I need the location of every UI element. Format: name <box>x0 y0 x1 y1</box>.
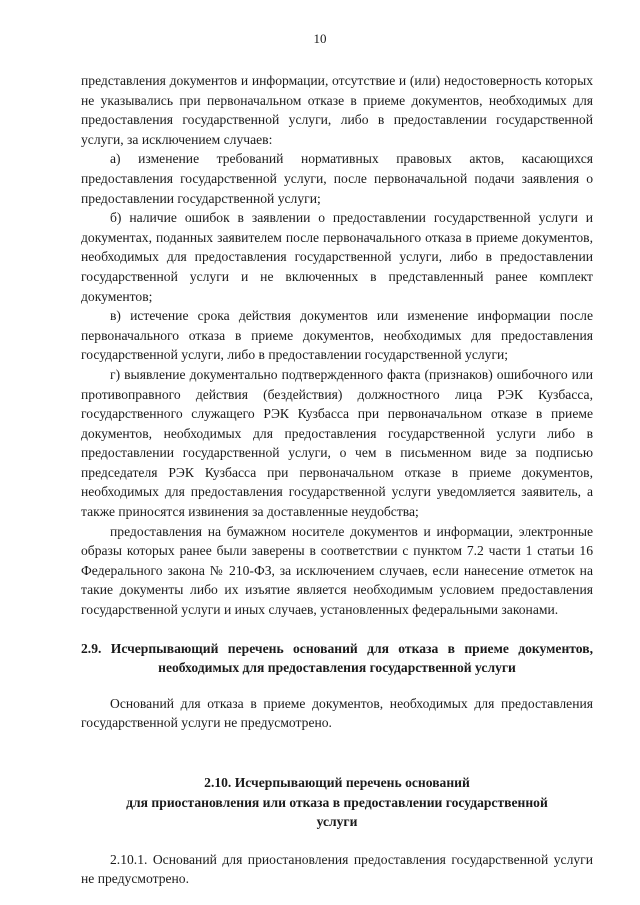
section-2-9-heading-line1: 2.9. Исчерпывающий перечень оснований для отказа в приеме документов, <box>81 640 593 656</box>
section-2-9-heading-line2: необходимых для предоставления государственной услуги <box>158 660 516 676</box>
section-2-10-heading-line2: для приостановления или отказа в предоставлении государственной <box>126 794 548 810</box>
section-2-10-heading-line3: услуги <box>316 814 358 830</box>
paragraph-item-v: в) истечение срока действия документов или изменение информации после первоначального отказа в приеме документов, необходимых для предоставления государственной услуги, либо в предоставлении государственной услуги; <box>81 308 593 363</box>
paragraph-item-a: а) изменение требований нормативных правовых актов, касающихся предоставления государственной услуги, после первоначальной подачи заявления о предоставлении государственной услуги; <box>81 151 593 206</box>
section-2-9-body: Оснований для отказа в приеме документов, необходимых для предоставления государственной услуги не предусмотрено. <box>81 695 593 731</box>
section-2-10-body: 2.10.1. Оснований для приостановления предоставления государственной услуги не предусмотрено. <box>81 851 593 887</box>
paragraph-item-g: г) выявление документально подтвержденного факта (признаков) ошибочного или противоправного действия (бездействия) должностного лица РЭК Кузбасса, государственного служащего РЭК Кузбасса при первоначальном отказе в приеме документов, необходимых для предоставления государственной услуги либо в предоставлении государственной услуги, о чем в письменном виде за подписью председателя РЭК Кузбасса при первоначальном отказе в приеме документов, необходимых для предоставления государственной услуги уведомляется заявитель, а также приносятся извинения за доставленные неудобства; <box>81 366 593 520</box>
paragraph-documents-info: представления документов и информации, отсутствие и (или) недостоверность которых не указывались при первоначальном отказе в приеме документов, необходимых для предоставления государственной услуги, либо в предоставлении государственной услуги, за исключением случаев: <box>81 73 593 147</box>
section-2-10-heading <box>81 773 593 832</box>
document-body <box>81 71 593 889</box>
section-2-10-heading-line1: 2.10. Исчерпывающий перечень оснований <box>204 775 470 790</box>
paragraph-paper-documents: предоставления на бумажном носителе документов и информации, электронные образы которых ранее были заверены в соответствии с пунктом 7.2 части 1 статьи 16 Федерального закона № 210-ФЗ, за исключением случаев, если нанесение отметок на такие документы либо их изъятие является необходимым условием предоставления государственной услуги и иных случаев, установленных федеральными законами. <box>81 523 593 618</box>
section-2-9-heading <box>81 639 593 678</box>
page-number: 10 <box>313 31 327 46</box>
paragraph-item-b: б) наличие ошибок в заявлении о предоставлении государственной услуги и документах, поданных заявителем после первоначального отказа в приеме документов, необходимых для предоставления государственной услуги, либо в предоставлении государственной услуги и не включенных в представленный ранее комплект документов; <box>81 210 593 304</box>
